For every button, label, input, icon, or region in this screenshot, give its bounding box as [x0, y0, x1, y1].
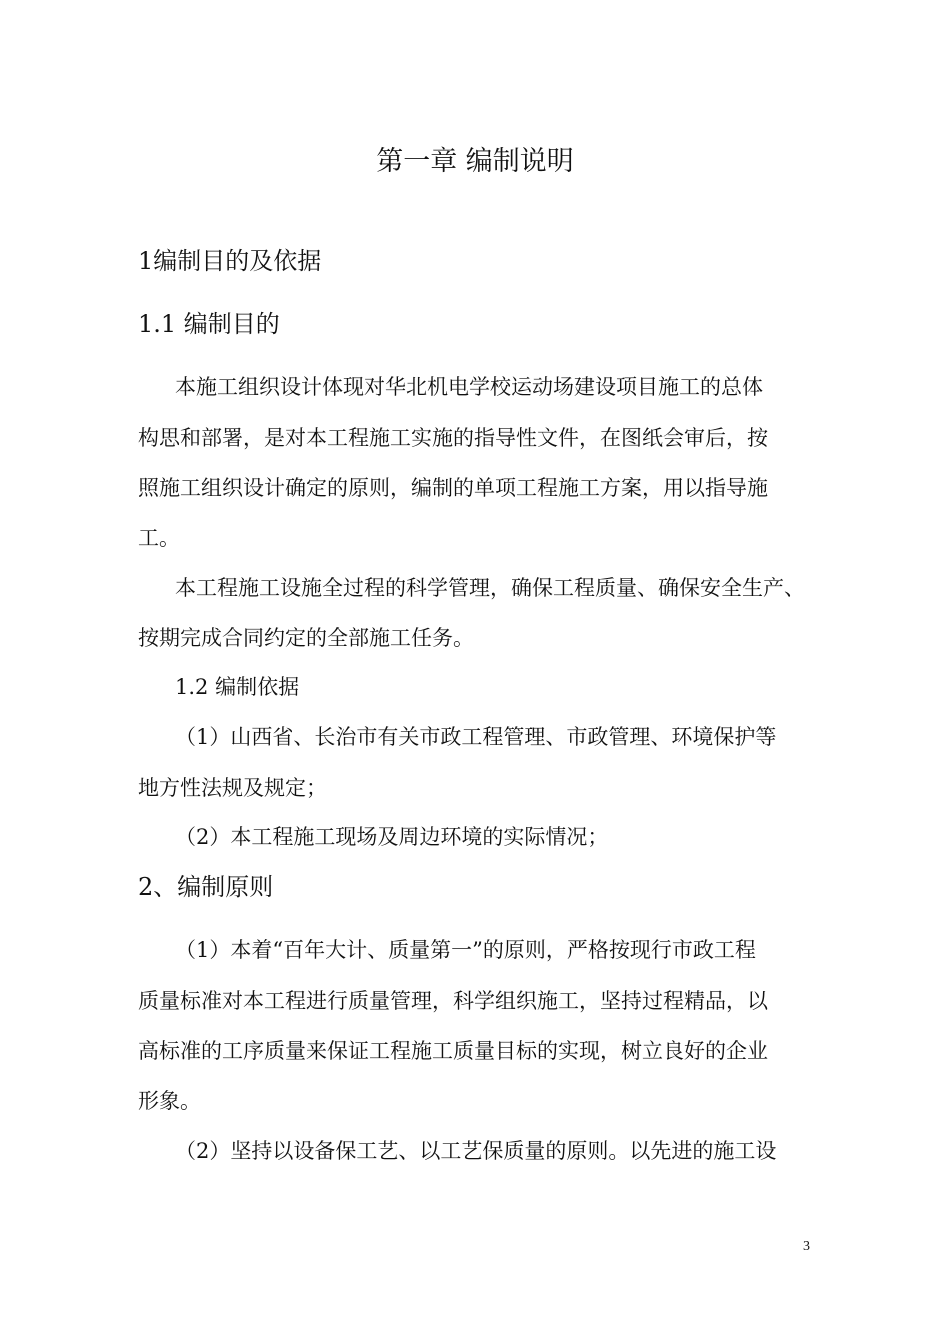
section-heading-1: 1编制目的及依据	[138, 247, 322, 275]
principle-line: （2）坚持以设备保工艺、以工艺保质量的原则。以先进的施工设	[175, 1139, 777, 1163]
section-heading-2: 2、编制原则	[138, 873, 274, 901]
principle-line: 质量标准对本工程进行质量管理，科学组织施工，坚持过程精品，以	[138, 989, 768, 1013]
paragraph-line: 本施工组织设计体现对华北机电学校运动场建设项目施工的总体	[175, 375, 763, 399]
paragraph-line: 本工程施工设施全过程的科学管理，确保工程质量、确保安全生产、	[175, 576, 805, 600]
paragraph-line: 按期完成合同约定的全部施工任务。	[138, 626, 474, 650]
basis-item-line: 地方性法规及规定；	[138, 776, 327, 800]
section-heading-1-2: 1.2 编制依据	[175, 675, 300, 699]
page-number: 3	[803, 1239, 810, 1254]
section-heading-1-1: 1.1 编制目的	[138, 310, 280, 338]
basis-item-line: （1）山西省、长治市有关市政工程管理、市政管理、环境保护等	[175, 725, 777, 749]
chapter-title: 第一章 编制说明	[376, 146, 574, 177]
basis-item-line: （2）本工程施工现场及周边环境的实际情况；	[175, 825, 609, 849]
principle-line: 高标准的工序质量来保证工程施工质量目标的实现，树立良好的企业	[138, 1039, 768, 1063]
paragraph-line: 照施工组织设计确定的原则，编制的单项工程施工方案，用以指导施	[138, 476, 768, 500]
paragraph-line: 工。	[138, 526, 180, 550]
principle-line: 形象。	[138, 1089, 201, 1113]
paragraph-line: 构思和部署，是对本工程施工实施的指导性文件，在图纸会审后，按	[138, 426, 768, 450]
principle-line: （1）本着“百年大计、质量第一”的原则，严格按现行市政工程	[175, 938, 756, 962]
